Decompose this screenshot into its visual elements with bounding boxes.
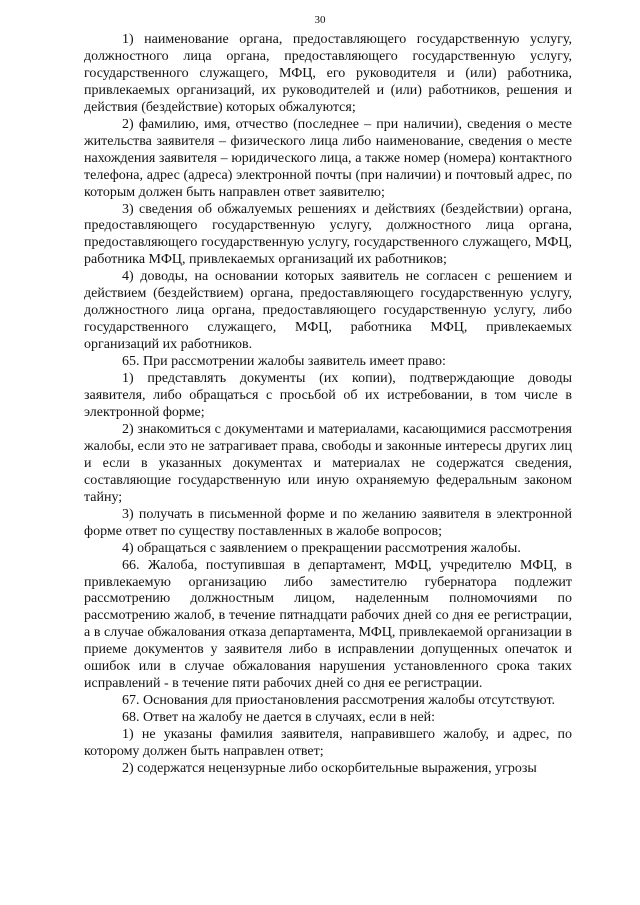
paragraph-64-1: 1) наименование органа, предоставляющего государственную услугу, должностного лица органа, предоставляющего государственную услугу, государственного служащего, МФЦ, его руководителя и (или) работника, привлекаемых организаций, их руководителей и (или) работников, решения и действия (бездействие) которых обжалуются; — [84, 32, 572, 115]
paragraph-65-3: 3) получать в письменной форме и по желанию заявителя в электронной форме ответ по существу поставленных в жалобе вопросов; — [84, 506, 572, 539]
page-number: 30 — [314, 14, 326, 26]
paragraph-65: 65. При рассмотрении жалобы заявитель имеет право: — [122, 354, 446, 370]
paragraph-65-1: 1) представлять документы (их копии), подтверждающие доводы заявителя, либо обращаться с просьбой об их истребовании, в том числе в электронной форме; — [84, 371, 572, 420]
paragraph-68-2: 2) содержатся нецензурные либо оскорбительные выражения, угрозы — [122, 760, 537, 776]
paragraph-64-2: 2) фамилию, имя, отчество (последнее – при наличии), сведения о месте жительства заявителя – физического лица либо наименование, сведения о месте нахождения заявителя – юридического лица, а также номер (номера) контактного телефона, адрес (адреса) электронной почты (при наличии) и почтовый адрес, по которым должен быть направлен ответ заявителю; — [84, 116, 572, 200]
document-body — [84, 32, 572, 778]
paragraph-67: 67. Основания для приостановления рассмотрения жалобы отсутствуют. — [122, 693, 556, 709]
paragraph-65-4: 4) обращаться с заявлением о прекращении рассмотрения жалобы. — [122, 540, 521, 556]
paragraph-65-2: 2) знакомиться с документами и материалами, касающимися рассмотрения жалобы, если это не затрагивает права, свободы и законные интересы других лиц и если в указанных документах и материалах не содержатся сведения, составляющие государственную или иную охраняемую федеральным законом тайну; — [84, 421, 572, 505]
paragraph-64-3: 3) сведения об обжалуемых решениях и действиях (бездействии) органа, предоставляющего государственную услугу, должностного лица органа, предоставляющего государственную услугу, государственного служащего, МФЦ, работника МФЦ, привлекаемых организаций их работников; — [84, 201, 572, 268]
paragraph-66: 66. Жалоба, поступившая в департамент, МФЦ, учредителю МФЦ, в привлекаемую организацию либо заместителю губернатора подлежит рассмотрению должностным лицом, наделенным полномочиями по рассмотрению жалоб, в течение пятнадцати рабочих дней со дня ее регистрации, а в случае обжалования отказа департамента, МФЦ, привлекаемой организации в приеме документов у заявителя либо в исправлении допущенных опечаток и ошибок или в случае обжалования нарушения установленного срока таких исправлений - в течение пяти рабочих дней со дня ее регистрации. — [84, 557, 572, 692]
paragraph-68: 68. Ответ на жалобу не дается в случаях, если в ней: — [122, 710, 436, 726]
paragraph-64-4: 4) доводы, на основании которых заявитель не согласен с решением и действием (бездействием) органа, предоставляющего государственную услугу, должностного лица органа, предоставляющего государственную услугу, либо государственного служащего, МФЦ, работника МФЦ, привлекаемых организаций их работников. — [84, 269, 572, 353]
paragraph-68-1: 1) не указаны фамилия заявителя, направившего жалобу, и адрес, по которому должен быть направлен ответ; — [84, 727, 572, 760]
